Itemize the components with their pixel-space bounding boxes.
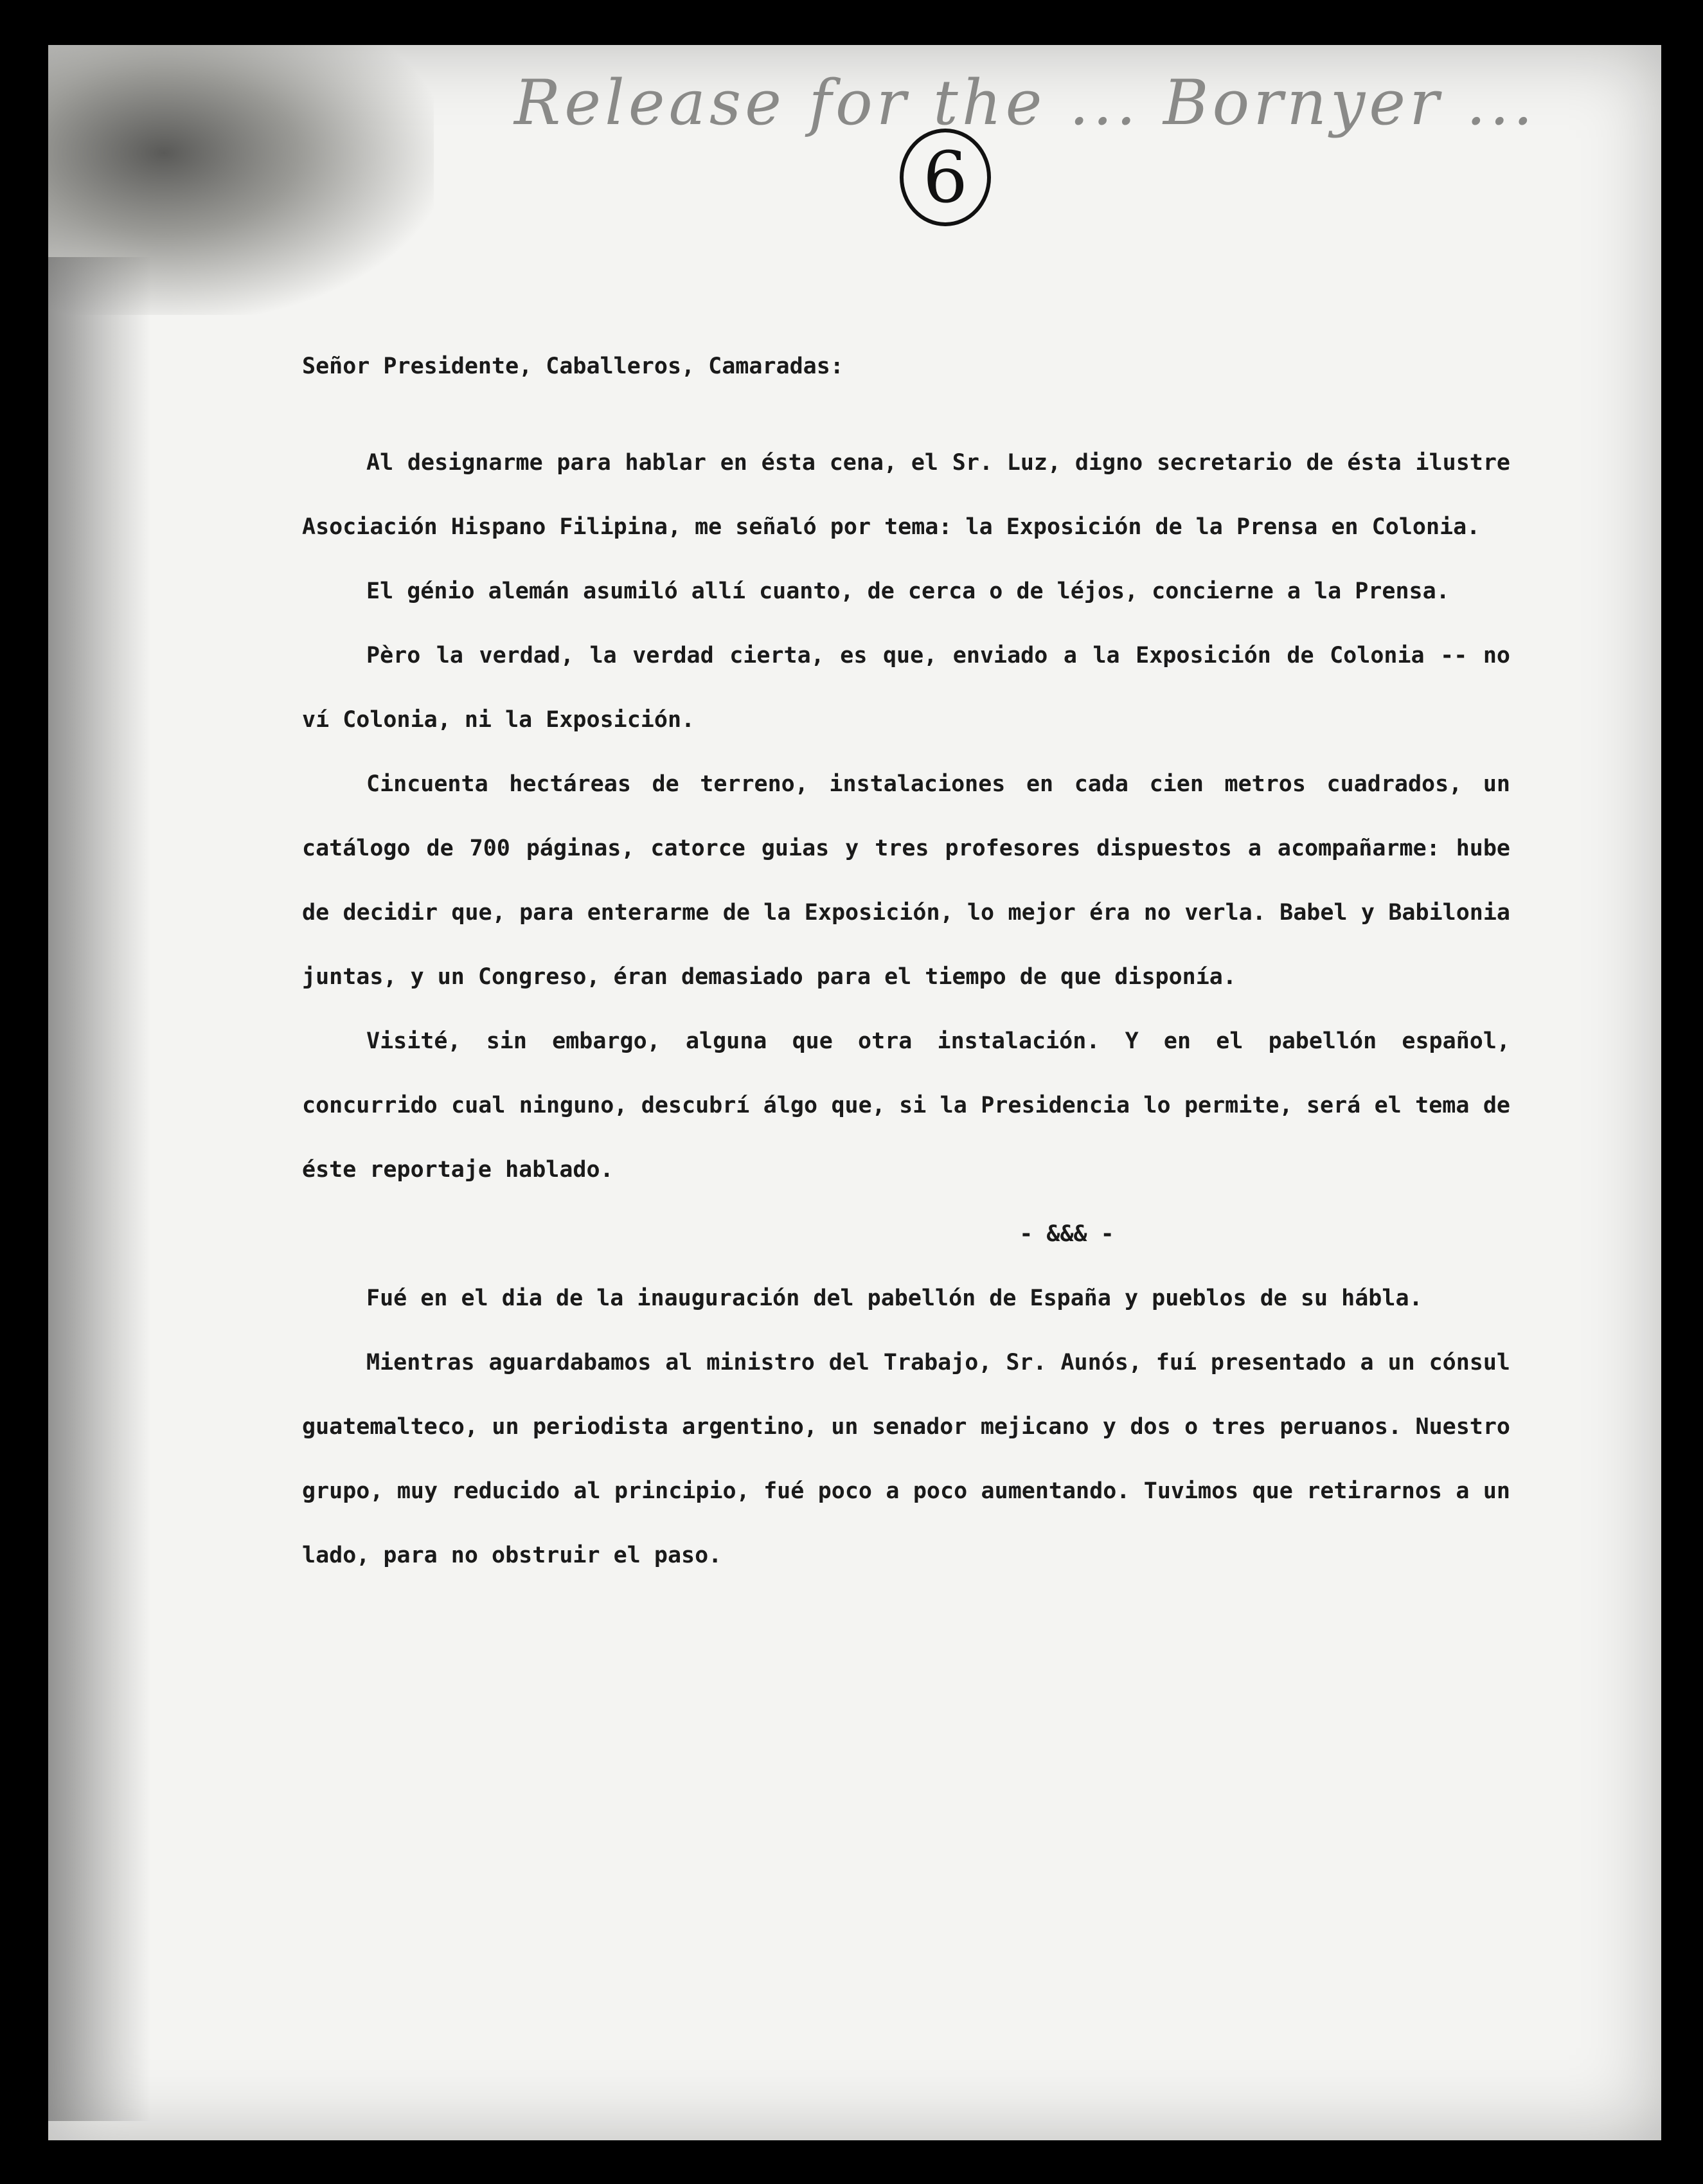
section-separator: - &&& - bbox=[1019, 1221, 1114, 1247]
paragraph: Cincuenta hectáreas de terreno, instalaciones en cada cien metros cuadrados, un catálogo de 700 páginas, catorce guias y tres profesores dispuestos a acompañarme: hube de decidir que, para enterarme de la Exposición, lo mejor éra no verla. Babel y Babilonia juntas, y un Congreso, éran demasiado para el tiempo de que disponía. bbox=[302, 771, 1510, 990]
paragraph: Al designarme para hablar en ésta cena, el Sr. Luz, digno secretario de ésta ilustre Asociación Hispano Filipina, me señaló por tema: la Exposición de la Prensa en Colonia. bbox=[302, 450, 1510, 540]
letter-body bbox=[302, 334, 1510, 1588]
circled-page-number: 6 bbox=[900, 129, 991, 226]
paragraph: Mientras aguardabamos al ministro del Trabajo, Sr. Aunós, fuí presentado a un cónsul guatemalteco, un periodista argentino, un senador mejicano y dos o tres peruanos. Nuestro grupo, muy reducido al principio, fué poco a poco aumentando. Tuvimos que retirarnos a un lado, para no obstruir el paso. bbox=[302, 1350, 1510, 1568]
handwritten-note: Release for the ... Bornyer ... bbox=[514, 67, 1537, 139]
paragraph: Fué en el dia de la inauguración del pabellón de España y pueblos de su hábla. bbox=[366, 1285, 1423, 1311]
paragraph: El génio alemán asumiló allí cuanto, de cerca o de léjos, concierne a la Prensa. bbox=[366, 578, 1450, 604]
margin-stain bbox=[48, 257, 151, 2121]
salutation: Señor Presidente, Caballeros, Camaradas: bbox=[302, 354, 844, 379]
paragraph: Visité, sin embargo, alguna que otra instalación. Y en el pabellón español, concurrido cual ninguno, descubrí álgo que, si la Presidencia lo permite, será el tema de éste reportaje hablado. bbox=[302, 1028, 1510, 1183]
paragraph: Pèro la verdad, la verdad cierta, es que, enviado a la Exposición de Colonia -- no ví Colonia, ni la Exposición. bbox=[302, 643, 1510, 733]
